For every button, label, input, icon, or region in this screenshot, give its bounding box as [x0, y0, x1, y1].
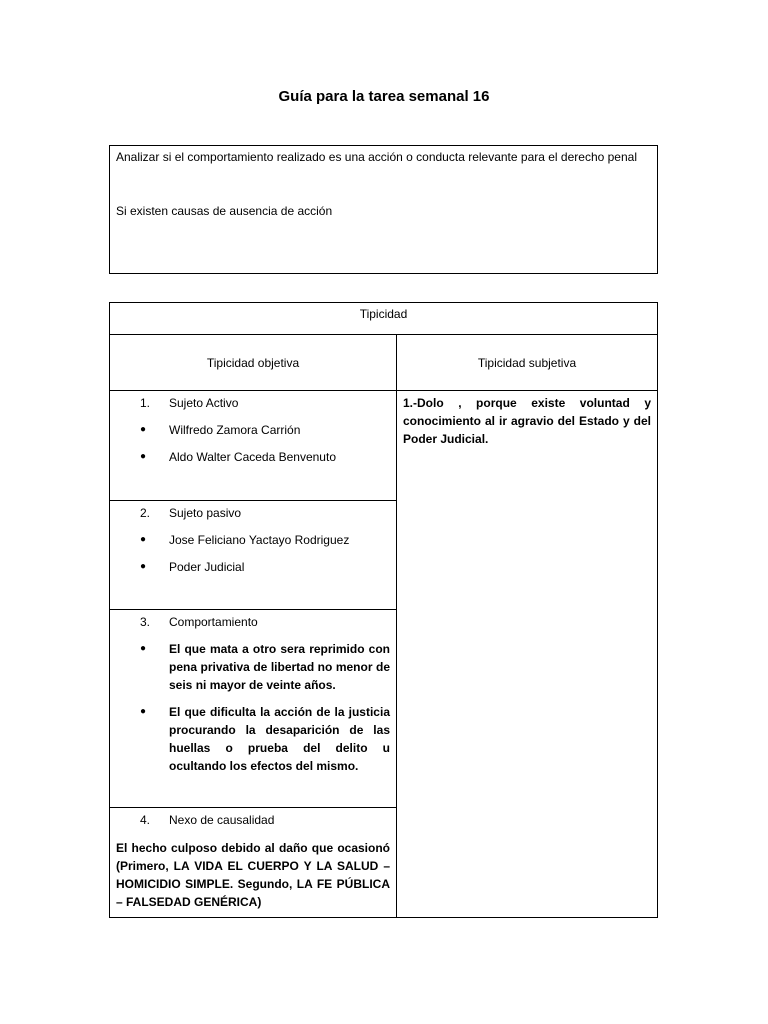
list-item: ● Poder Judicial: [140, 560, 245, 574]
bullet-dot-icon: ●: [140, 706, 147, 717]
nexo-text: El hecho culposo debido al daño que ocasionó (Primero, LA VIDA EL CUERPO Y LA SALUD – HOMICIDIO SIMPLE. Segundo, LA FE PÚBLICA – FALSEDAD GENÉRICA): [116, 841, 390, 909]
section-sujeto-pasivo: [110, 501, 397, 610]
subjective-cell: [397, 391, 658, 918]
table-header-tipicidad: Tipicidad: [110, 303, 658, 335]
section-comportamiento: [110, 610, 397, 808]
intro-line-2: Si existen causas de ausencia de acción: [116, 204, 333, 218]
section-heading: 1. Sujeto Activo: [140, 396, 239, 410]
page-title: Guía para la tarea semanal 16: [278, 88, 490, 105]
list-item: ● Jose Feliciano Yactayo Rodriguez: [140, 533, 350, 547]
intro-box: [109, 145, 658, 274]
list-item: ● El que dificulta la acción de la justicia procurando la desaparición de las huellas o prueba del delito u ocultando los efectos del mismo.: [140, 705, 390, 773]
section-heading: 3. Comportamiento: [140, 615, 258, 629]
section-heading: 2. Sujeto pasivo: [140, 506, 242, 520]
section-heading: 4. Nexo de causalidad: [140, 813, 275, 827]
bullet-dot-icon: ●: [140, 561, 147, 572]
bullet-dot-icon: ●: [140, 643, 147, 654]
column-header-subjective: Tipicidad subjetiva: [397, 335, 658, 391]
list-item: ● Wilfredo Zamora Carrión: [140, 423, 301, 437]
list-item: ● El que mata a otro sera reprimido con pena privativa de libertad no menor de seis ni mayor de veinte años.: [140, 642, 390, 692]
intro-spacer: [116, 166, 651, 203]
tipicidad-table: [109, 302, 658, 918]
bullet-dot-icon: ●: [140, 534, 147, 545]
bullet-dot-icon: ●: [140, 424, 147, 435]
subjective-text: 1.-Dolo , porque existe voluntad y conocimiento al ir agravio del Estado y del Poder Judicial.: [403, 396, 651, 446]
intro-line-1: Analizar si el comportamiento realizado es una acción o conducta relevante para el derecho penal: [116, 150, 637, 164]
section-sujeto-activo: [110, 391, 397, 501]
list-item: ● Aldo Walter Caceda Benvenuto: [140, 450, 336, 464]
section-nexo-causalidad: [110, 808, 397, 918]
column-header-objective: Tipicidad objetiva: [110, 335, 397, 391]
bullet-dot-icon: ●: [140, 451, 147, 462]
